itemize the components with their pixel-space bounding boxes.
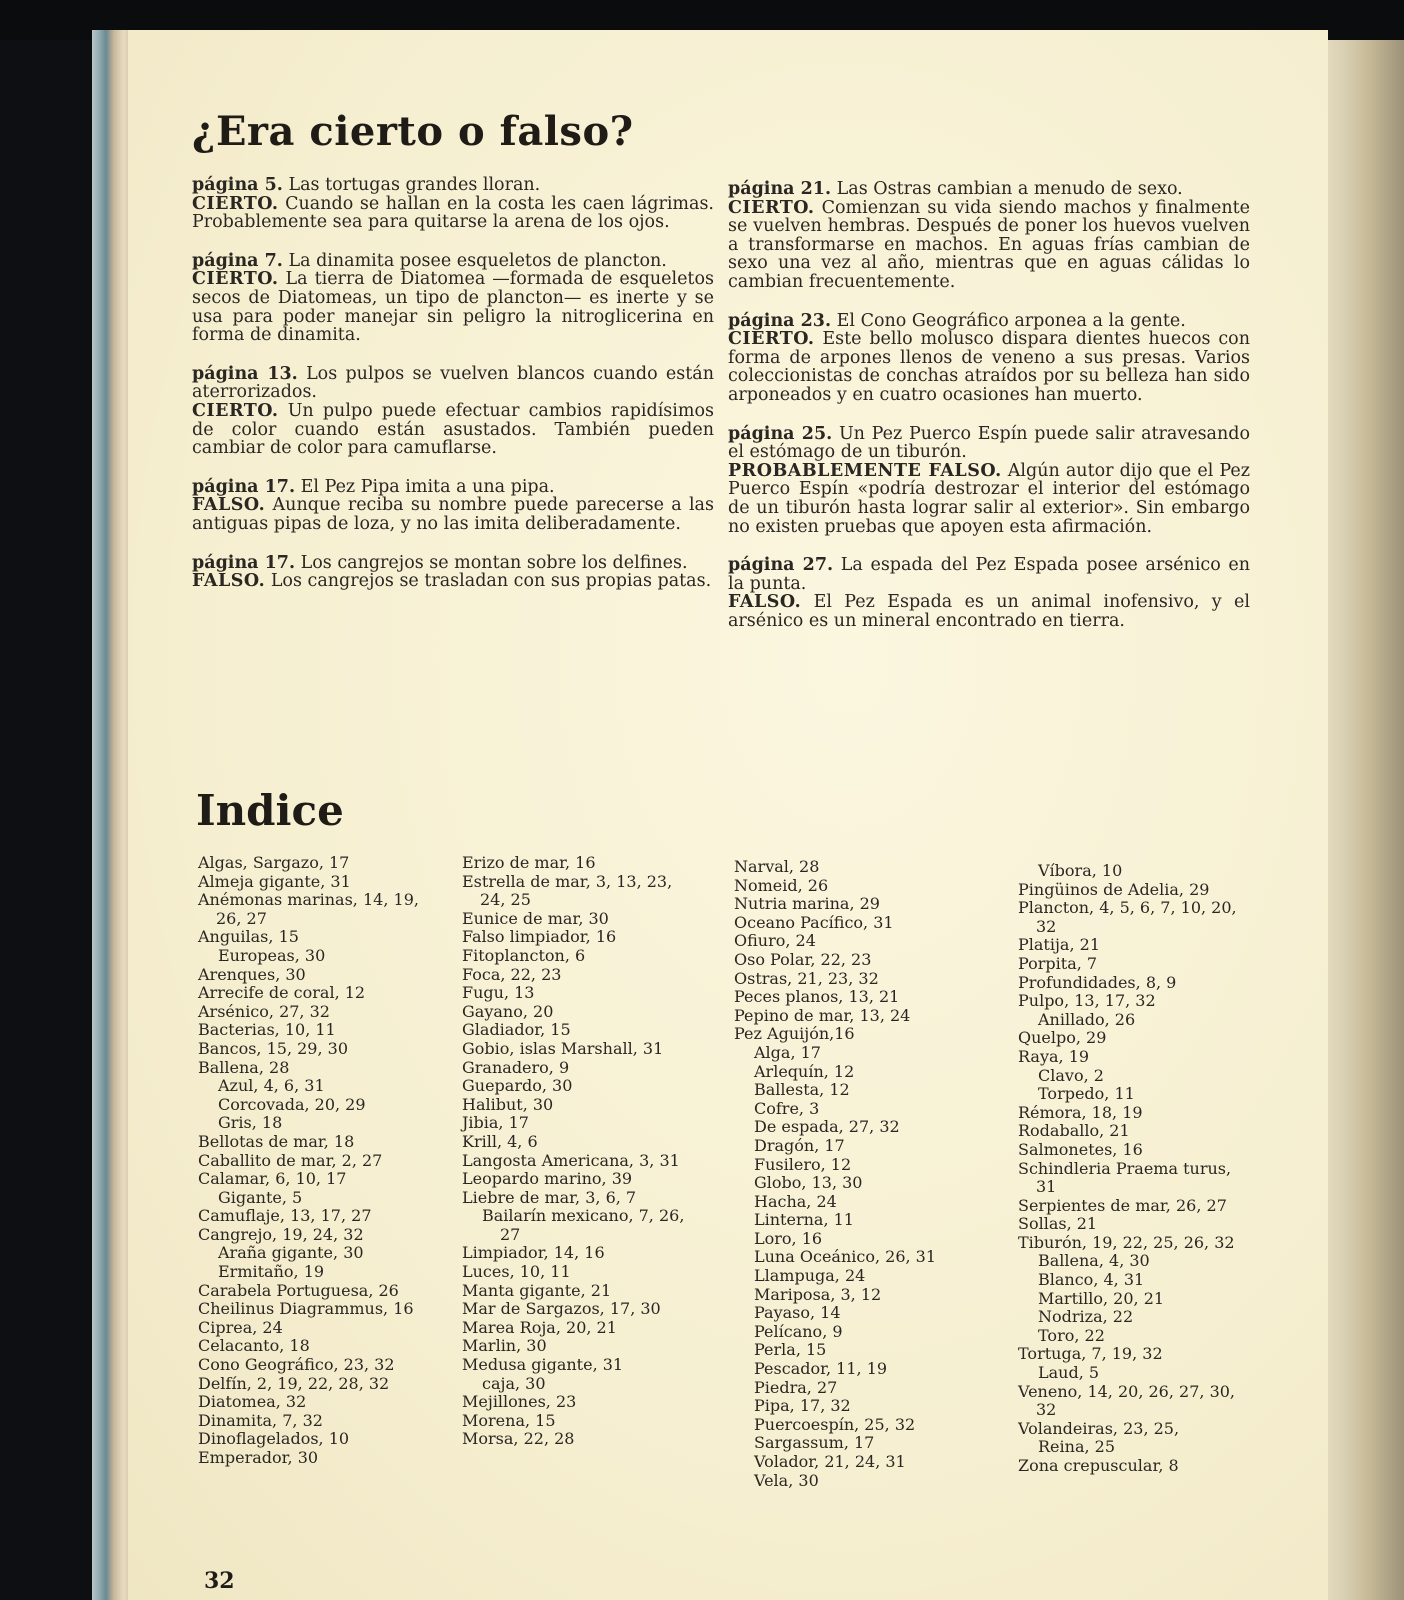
index-entry: Granadero, 9	[462, 1057, 570, 1077]
index-subentry: caja, 30	[482, 1373, 546, 1393]
quiz-question-line	[192, 176, 714, 195]
index-subentry: Azul, 4, 6, 31	[218, 1076, 325, 1096]
index-entry: Pulpo, 13, 17, 32	[1018, 991, 1156, 1011]
index-entry: Fitoplancton, 6	[462, 945, 586, 965]
index-entry: Luces, 10, 11	[462, 1262, 571, 1282]
index-entry: Estrella de mar, 3, 13, 23, 24, 25	[462, 871, 673, 910]
index-subentry: Clavo, 2	[1038, 1065, 1104, 1085]
quiz-question-line	[728, 180, 1250, 199]
index-entry: Ostras, 21, 23, 32	[734, 968, 879, 988]
question-text: Los cangrejos se montan sobre los delfines.	[300, 552, 688, 573]
index-entry: Medusa gigante, 31	[462, 1355, 624, 1375]
index-entry: Erizo de mar, 16	[462, 853, 596, 872]
quiz-entry	[728, 556, 1250, 630]
index-entry: Sollas, 21	[1018, 1214, 1098, 1234]
question-text: El Cono Geográfico arponea a la gente.	[836, 310, 1186, 331]
index-subentry: Torpedo, 11	[1038, 1084, 1135, 1104]
index-entry: Nutria marina, 29	[734, 894, 880, 914]
quiz-entry	[728, 180, 1250, 292]
verdict-label: FALSO.	[728, 592, 802, 613]
quiz-entry	[192, 252, 714, 345]
index-entry: Caballito de mar, 2, 27	[198, 1150, 383, 1170]
index-entry: Arrecife de coral, 12	[198, 983, 366, 1003]
index-entry: Quelpo, 29	[1018, 1028, 1107, 1048]
index-entry: Langosta Americana, 3, 31	[462, 1150, 680, 1170]
quiz-question-line	[192, 365, 714, 402]
index-entry: Schindleria Praema turus, 31	[1018, 1158, 1232, 1197]
index-entry: Anémonas marinas, 14, 19, 26, 27	[198, 890, 419, 928]
index-subentry: Blanco, 4, 31	[1038, 1270, 1145, 1290]
index-subentry: Payaso, 14	[754, 1303, 841, 1323]
quiz-entry	[192, 478, 714, 534]
quiz-entry	[728, 425, 1250, 537]
index-entry: Guepardo, 30	[462, 1076, 573, 1096]
index-entry: Calamar, 6, 10, 17	[198, 1169, 347, 1189]
index-subentry: Víbora, 10	[1038, 861, 1123, 880]
index-entry: Porpita, 7	[1018, 953, 1098, 973]
quiz-answer-line	[192, 402, 714, 458]
index-subentry: Globo, 13, 30	[754, 1173, 863, 1193]
index-column-3	[734, 858, 959, 1490]
index-subentry: Piedra, 27	[754, 1377, 838, 1397]
index-entry: Eunice de mar, 30	[462, 908, 609, 928]
index-entry: Tortuga, 7, 19, 32	[1018, 1344, 1163, 1364]
page-reference: página 17.	[192, 552, 296, 573]
question-text: Las tortugas grandes lloran.	[288, 175, 541, 195]
page-reference: página 17.	[192, 476, 296, 497]
verdict-label: CIERTO.	[192, 400, 279, 421]
index-entry: Pingüinos de Adelia, 29	[1018, 879, 1210, 899]
quiz-answer-line	[192, 572, 714, 591]
index-subentry: Sargassum, 17	[754, 1433, 875, 1453]
page-edge	[1320, 40, 1404, 1600]
question-text: Las Ostras cambian a menudo de sexo.	[836, 179, 1183, 199]
quiz-answer-line	[728, 199, 1250, 292]
page-reference: página 5.	[192, 175, 283, 195]
index-subentry: Laud, 5	[1038, 1363, 1100, 1383]
quiz-question-line	[728, 425, 1250, 462]
index-entry: Rémora, 18, 19	[1018, 1102, 1143, 1122]
index-entry: Platija, 21	[1018, 935, 1100, 955]
index-entry: Emperador, 30	[198, 1448, 319, 1467]
index-entry: Limpiador, 14, 16	[462, 1243, 605, 1263]
index-entry: Dinamita, 7, 32	[198, 1410, 323, 1430]
index-entry: Gayano, 20	[462, 1001, 554, 1021]
answer-text: Algún autor dijo que el Pez Puerco Espín «podría destrozar el interior del estómago de un tiburón hasta lograr salir al exterior». Sin embargo no existen pruebas que apoyen esta afirmación.	[728, 460, 1250, 537]
index-entry: Leopardo marino, 39	[462, 1169, 633, 1189]
index-entry: Ballena, 28	[198, 1057, 290, 1077]
index-entry: Volandeiras, 23, 25,	[1018, 1418, 1180, 1438]
index-entry: Narval, 28	[734, 857, 820, 876]
index-subentry: Fusilero, 12	[754, 1154, 852, 1174]
index-entry: Arsénico, 27, 32	[198, 1001, 330, 1021]
index-subentry: Volador, 21, 24, 31	[754, 1452, 906, 1471]
page-number: 32	[204, 1568, 235, 1594]
index-entry: Falso limpiador, 16	[462, 927, 617, 947]
index-subentry: Pipa, 17, 32	[754, 1396, 851, 1416]
index-entry: Peces planos, 13, 21	[734, 987, 900, 1007]
index-title: Indice	[196, 786, 344, 835]
index-subentry: Loro, 16	[754, 1228, 823, 1248]
index-entry: Bacterias, 10, 11	[198, 1020, 336, 1040]
index-subentry: Linterna, 11	[754, 1210, 854, 1230]
index-entry: Cheilinus Diagrammus, 16	[198, 1299, 414, 1319]
index-entry: Carabela Portuguesa, 26	[198, 1280, 399, 1300]
index-column-4	[1018, 862, 1243, 1476]
index-entry: Gobio, islas Marshall, 31	[462, 1038, 664, 1058]
verdict-label: CIERTO.	[192, 269, 279, 290]
answer-text: Un pulpo puede efectuar cambios rapidísimos de color cuando están asustados. También pueden cambiar de color para camuflarse.	[192, 400, 714, 459]
index-subentry: Perla, 15	[754, 1340, 827, 1360]
quiz-answer-line	[192, 270, 714, 344]
quiz-answer-line	[192, 195, 714, 232]
quiz-entry	[192, 554, 714, 591]
index-entry: Raya, 19	[1018, 1046, 1090, 1066]
index-entry: Liebre de mar, 3, 6, 7	[462, 1187, 637, 1207]
index-entry: Oceano Pacífico, 31	[734, 912, 894, 932]
answer-text: La tierra de Diatomea —formada de esqueletos secos de Diatomeas, un tipo de plancton— es inerte y se usa para poder manejar sin peligro la nitroglicerina en forma de dinamita.	[192, 269, 714, 346]
index-subentry: Dragón, 17	[754, 1135, 845, 1155]
index-column-2	[462, 854, 687, 1449]
index-entry: Morsa, 22, 28	[462, 1429, 575, 1449]
index-subentry: Luna Oceánico, 26, 31	[754, 1247, 937, 1267]
quiz-question-line	[728, 556, 1250, 593]
page-reference: página 7.	[192, 250, 283, 271]
index-entry: Serpientes de mar, 26, 27	[1018, 1195, 1227, 1215]
quiz-answer-line	[728, 330, 1250, 404]
index-entry: Pez Aguijón,16	[734, 1024, 855, 1044]
index-subentry: Araña gigante, 30	[218, 1243, 364, 1263]
index-entry: Plancton, 4, 5, 6, 7, 10, 20, 32	[1018, 898, 1237, 936]
index-entry: Foca, 22, 23	[462, 964, 562, 984]
quiz-answer-line	[728, 593, 1250, 630]
page-reference: página 23.	[728, 310, 832, 331]
index-entry: Marea Roja, 20, 21	[462, 1317, 617, 1337]
index-entry: Nomeid, 26	[734, 875, 829, 895]
index-entry: Bellotas de mar, 18	[198, 1131, 355, 1151]
index-entry: Profundidades, 8, 9	[1018, 972, 1177, 992]
index-subentry: Mariposa, 3, 12	[754, 1284, 882, 1304]
index-entry: Almeja gigante, 31	[198, 871, 351, 891]
page-reference: página 25.	[728, 423, 833, 444]
quiz-column-right	[728, 180, 1250, 650]
quiz-answer-line	[192, 496, 714, 533]
index-entry: Anguilas, 15	[198, 927, 299, 947]
page-reference: página 27.	[728, 555, 834, 576]
index-subentry: Pelícano, 9	[754, 1321, 843, 1341]
index-entry: Salmonetes, 16	[1018, 1139, 1143, 1159]
question-text: Un Pez Puerco Espín puede salir atravesando el estómago de un tiburón.	[728, 423, 1250, 463]
index-subentry: Puercoespín, 25, 32	[754, 1414, 916, 1434]
answer-text: Este bello molusco dispara dientes huecos con forma de arpones llenos de veneno a sus presas. Varios coleccionistas de conchas atraídos por su belleza han sido arponeados y en cuatro ocasiones han muerto.	[728, 329, 1250, 405]
question-text: El Pez Pipa imita a una pipa.	[300, 476, 555, 497]
index-subentry: Ballena, 4, 30	[1038, 1251, 1150, 1271]
index-subentry: Martillo, 20, 21	[1038, 1288, 1165, 1308]
index-subentry: Europeas, 30	[218, 945, 326, 965]
index-subentry: Cofre, 3	[754, 1098, 820, 1118]
question-text: La dinamita posee esqueletos de plancton.	[288, 250, 667, 271]
index-entry: Ciprea, 24	[198, 1317, 283, 1337]
index-entry: Ofiuro, 24	[734, 931, 816, 951]
index-entry: Mejillones, 23	[462, 1392, 577, 1412]
answer-text: Cuando se hallan en la costa les caen lágrimas. Probablemente sea para quitarse la arena de los ojos.	[192, 193, 714, 233]
page-reference: página 21.	[728, 179, 832, 199]
question-text: Los pulpos se vuelven blancos cuando están aterrorizados.	[192, 363, 714, 403]
index-entry: Marlin, 30	[462, 1336, 547, 1356]
index-subentry: Nodriza, 22	[1038, 1307, 1134, 1327]
index-entry: Cono Geográfico, 23, 32	[198, 1355, 395, 1375]
index-subentry: Llampuga, 24	[754, 1266, 866, 1286]
index-entry: Morena, 15	[462, 1410, 556, 1430]
index-subentry: Alga, 17	[754, 1042, 821, 1062]
quiz-entry	[192, 176, 714, 232]
index-entry: Oso Polar, 22, 23	[734, 949, 872, 969]
page-reference: página 13.	[192, 363, 298, 384]
book-page	[128, 30, 1328, 1600]
index-subentry: Anillado, 26	[1038, 1009, 1136, 1029]
quiz-question-line	[192, 554, 714, 573]
answer-text: Los cangrejos se trasladan con sus propias patas.	[270, 571, 712, 592]
verdict-label: FALSO.	[192, 571, 266, 592]
answer-text: Comienzan su vida siendo machos y finalmente se vuelven hembras. Después de poner los huevos vuelven a transformarse en machos. En aguas frías cambian de sexo una vez al año, mientras que en aguas cálidas lo cambian frecuentemente.	[728, 197, 1250, 292]
index-subentry: Hacha, 24	[754, 1191, 837, 1211]
quiz-question-line	[728, 312, 1250, 331]
quiz-question-line	[192, 252, 714, 271]
question-text: La espada del Pez Espada posee arsénico en la punta.	[728, 555, 1251, 594]
quiz-column-left	[192, 176, 714, 611]
index-entry: Delfín, 2, 19, 22, 28, 32	[198, 1373, 390, 1393]
index-subentry: Ballesta, 12	[754, 1080, 850, 1100]
index-entry: Algas, Sargazo, 17	[198, 853, 350, 872]
index-column-1	[198, 854, 423, 1468]
index-entry: Diatomea, 32	[198, 1392, 307, 1412]
index-entry: Dinoflagelados, 10	[198, 1429, 350, 1449]
index-entry: Jibia, 17	[462, 1113, 529, 1133]
index-entry: Arenques, 30	[198, 964, 306, 984]
index-subentry: Reina, 25	[1038, 1437, 1116, 1457]
index-entry: Pepino de mar, 13, 24	[734, 1005, 911, 1025]
index-subentry: Ermitaño, 19	[218, 1262, 325, 1282]
verdict-label: CIERTO.	[192, 193, 279, 214]
quiz-answer-line	[728, 462, 1250, 536]
index-entry: Camuflaje, 13, 17, 27	[198, 1206, 372, 1226]
index-subentry: Corcovada, 20, 29	[218, 1094, 366, 1114]
index-subentry: Arlequín, 12	[754, 1061, 855, 1081]
index-entry: Manta gigante, 21	[462, 1280, 612, 1300]
index-entry: Cangrejo, 19, 24, 32	[198, 1224, 364, 1244]
quiz-title: ¿Era cierto o falso?	[192, 108, 634, 155]
quiz-entry	[192, 365, 714, 458]
index-subentry: De espada, 27, 32	[754, 1117, 900, 1137]
quiz-question-line	[192, 478, 714, 497]
answer-text: El Pez Espada es un animal inofensivo, y el arsénico es un mineral encontrado en tierra.	[728, 592, 1250, 631]
index-entry: Halibut, 30	[462, 1094, 554, 1114]
verdict-label: PROBABLEMENTE FALSO.	[728, 460, 1002, 481]
quiz-entry	[728, 312, 1250, 405]
index-entry: Krill, 4, 6	[462, 1131, 538, 1151]
answer-text: Aunque reciba su nombre puede parecerse a las antiguas pipas de loza, y no las imita deliberadamente.	[192, 495, 714, 534]
index-entry: Mar de Sargazos, 17, 30	[462, 1299, 661, 1319]
index-subentry: Gris, 18	[218, 1113, 283, 1133]
index-entry: Celacanto, 18	[198, 1336, 310, 1356]
index-entry: Fugu, 13	[462, 983, 535, 1003]
index-subentry: Vela, 30	[754, 1470, 819, 1490]
index-subentry: Bailarín mexicano, 7, 26, 27	[482, 1206, 685, 1244]
index-entry: Zona crepuscular, 8	[1018, 1456, 1179, 1475]
index-subentry: Pescador, 11, 19	[754, 1359, 888, 1379]
verdict-label: CIERTO.	[728, 197, 815, 218]
index-entry: Tiburón, 19, 22, 25, 26, 32	[1018, 1232, 1235, 1252]
index-entry: Gladiador, 15	[462, 1020, 571, 1040]
index-entry: Bancos, 15, 29, 30	[198, 1038, 348, 1058]
verdict-label: CIERTO.	[728, 329, 815, 350]
index-subentry: Gigante, 5	[218, 1187, 303, 1207]
verdict-label: FALSO.	[192, 495, 266, 516]
index-subentry: Toro, 22	[1038, 1325, 1105, 1345]
index-entry: Rodaballo, 21	[1018, 1121, 1130, 1141]
index-entry: Veneno, 14, 20, 26, 27, 30, 32	[1018, 1381, 1236, 1420]
